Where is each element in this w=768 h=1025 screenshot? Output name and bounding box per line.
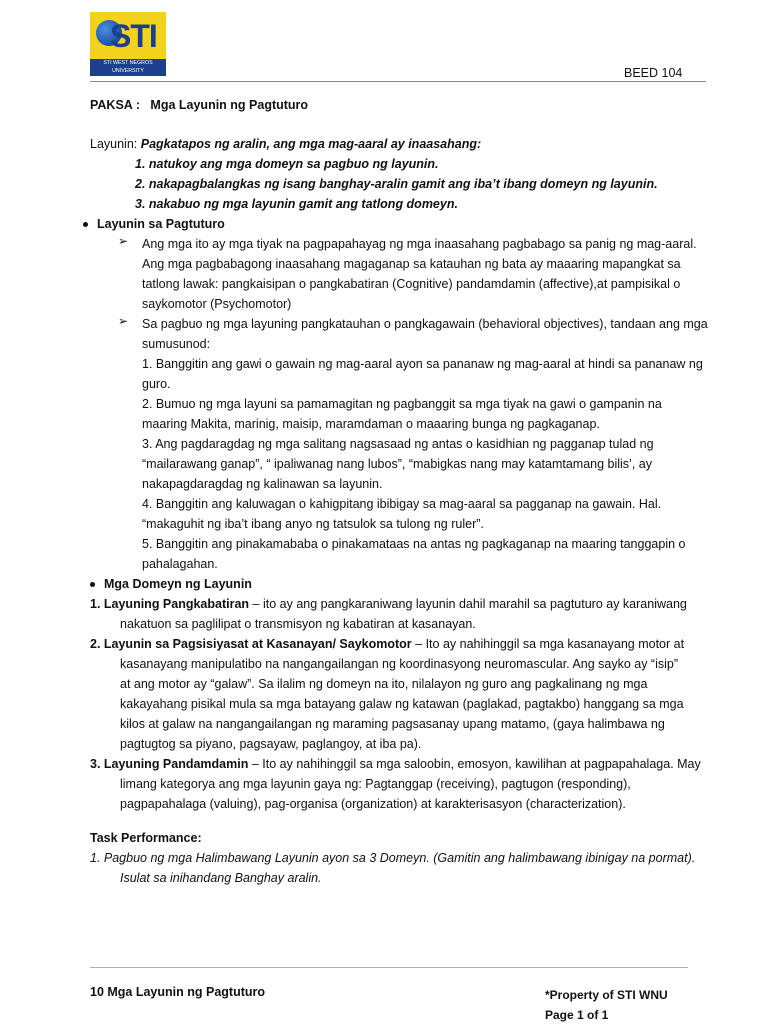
objectives-intro	[90, 134, 720, 154]
para-line: maaring Makita, marinig, maisip, maramdaman o maaaring bunga ng pagkaganap.	[142, 417, 600, 431]
para-line: nakatuon sa paglilipat o transmisyon ng kabatiran at kasanayan.	[120, 617, 476, 631]
domain-item-3	[90, 754, 720, 814]
arrow-bullet-icon: ➢	[118, 234, 129, 248]
domain-title: 1. Layuning Pangkabatiran	[90, 597, 250, 611]
arrow-item-2	[90, 314, 720, 574]
footer-right	[545, 985, 668, 1025]
para-line: “makaguhit ng iba’t ibang anyo ng tatsulok sa tulong ng ruler”.	[142, 517, 484, 531]
domain-text: – Ito ay nahihinggil sa mga saloobin, emosyon, kawilihan at pagpapahalaga. May	[248, 757, 701, 771]
footer-property: *Property of STI WNU	[545, 988, 668, 1002]
para-line: sumusunod:	[142, 337, 211, 351]
domain-text: – Ito ay nahihinggil sa mga kasanayang motor at	[411, 637, 685, 651]
para-line: 5. Banggitin ang pinakamababa o pinakamataas na antas ng pagkaganap na maaring tanggapin o	[142, 537, 686, 551]
section-heading-text: Layunin sa Pagtuturo	[97, 217, 225, 231]
objective-item: 2. nakapagbalangkas ng isang banghay-aralin gamit ang iba’t ibang domeyn ng layunin.	[135, 177, 658, 191]
para-line: saykomotor (Psychomotor)	[142, 297, 292, 311]
section-heading-domeyn	[90, 574, 720, 594]
footer-page-number: Page 1 of 1	[545, 1008, 609, 1022]
footer-divider	[90, 967, 688, 968]
domain-item-1	[90, 594, 720, 634]
para-line: kilos at galaw na nangangailangan ng maraming pagsasanay upang matamo, (gaya halimbawa ng	[120, 717, 665, 731]
domain-title: 3. Layuning Pandamdamin	[90, 757, 249, 771]
document-body	[90, 95, 720, 888]
domain-first-line	[90, 754, 720, 774]
para-line: Ang mga ito ay mga tiyak na pagpapahayag ng mga inaasahang pagbabago sa panig ng mag-aaral.	[142, 237, 697, 251]
para-line: pagpapahalaga (valuing), pag-organisa (organization) at karakterisasyon (characterization).	[120, 797, 626, 811]
para-line: Sa pagbuo ng mga layuning pangkatauhan o pangkagawain (behavioral objectives), tandaan ang mga	[142, 317, 708, 331]
para-line: pagtugtog sa piyano, pagsayaw, paglangoy, at iba pa).	[120, 737, 422, 751]
para-line: guro.	[142, 377, 171, 391]
topic-title: Mga Layunin ng Pagtuturo	[150, 98, 309, 112]
para-line: kasanayang manipulatibo na nangangailangan ng koordinasyong neuromascular. Ang sayko ay “isip”	[120, 657, 679, 671]
objectives-intro-text: Pagkatapos ng aralin, ang mga mag-aaral ay inaasahang:	[140, 137, 482, 151]
task-line-2: Isulat sa inihandang Banghay aralin.	[120, 871, 322, 885]
section-heading-text: Mga Domeyn ng Layunin	[104, 577, 252, 591]
para-line: tatlong lawak: pangkaisipan o pangkabatiran (Cognitive) pandamdamin (affective),at pampisikal o	[142, 277, 681, 291]
para-line: at ang motor ay “galaw”. Sa ilalim ng domeyn na ito, nilalayon ng guro ang pagkalinang ng mga	[120, 677, 648, 691]
para-line: pahalagahan.	[142, 557, 218, 571]
para-line: 4. Banggitin ang kaluwagan o kahigpitang ibibigay sa mag-aaral sa pagganap na gawain. Hal.	[142, 497, 662, 511]
arrow-item-1	[90, 234, 720, 314]
para-line: “mailarawang ganap”, “ ipaliwanag nang lubos”, “mabigkas nang may katamtamang bilis’, ay	[142, 457, 652, 471]
spacer	[90, 814, 720, 828]
topic-label: PAKSA :	[90, 98, 140, 112]
logo-subtitle-2: UNIVERSITY	[112, 68, 144, 74]
task-heading: Task Performance:	[90, 831, 202, 845]
bullet-icon	[83, 222, 88, 227]
section-heading-layunin	[90, 214, 720, 234]
logo-mark: STI	[110, 18, 157, 54]
logo-strip	[90, 59, 166, 76]
domain-first-line	[90, 634, 720, 654]
domain-text: – ito ay ang pangkaraniwang layunin dahil marahil sa pagtuturo ay karaniwang	[249, 597, 687, 611]
domain-item-2	[90, 634, 720, 754]
objective-item: 1. natukoy ang mga domeyn sa pagbuo ng layunin.	[135, 157, 439, 171]
para-line: nakapagdaragdag ng kalinawan sa layunin.	[142, 477, 383, 491]
domain-title: 2. Layunin sa Pagsisiyasat at Kasanayan/ Saykomotor	[90, 637, 412, 651]
topic-line	[90, 95, 720, 115]
domain-first-line	[90, 594, 720, 614]
header-divider	[90, 81, 706, 82]
spacer	[90, 115, 720, 132]
footer-title: 10 Mga Layunin ng Pagtuturo	[90, 985, 266, 999]
para-line: 1. Banggitin ang gawi o gawain ng mag-aaral ayon sa pananaw ng mag-aaral at hindi sa pananaw ng	[142, 357, 703, 371]
bullet-icon	[90, 582, 95, 587]
arrow-bullet-icon: ➢	[118, 314, 129, 328]
task-line-1: 1. Pagbuo ng mga Halimbawang Layunin ayon sa 3 Domeyn. (Gamitin ang halimbawang ibinigay na pormat).	[90, 851, 696, 865]
para-line: limang kategorya ang mga layunin gaya ng: Pagtanggap (receiving), pagtugon (responding),	[120, 777, 631, 791]
objectives-label: Layunin:	[90, 137, 138, 151]
objective-item: 3. nakabuo ng mga layunin gamit ang tatlong domeyn.	[135, 197, 458, 211]
para-line: Ang mga pagbabagong inaasahang magaganap sa katauhan ng bata ay maaaring mapangkat sa	[142, 257, 681, 271]
para-line: 3. Ang pagdaragdag ng mga salitang nagsasaad ng antas o kasidhian ng pagganap tulad ng	[142, 437, 654, 451]
sti-logo	[90, 12, 166, 76]
para-line: 2. Bumuo ng mga layuni sa pamamagitan ng pagbanggit sa mga tiyak na gawi o gampanin na	[142, 397, 662, 411]
logo-subtitle-1: STI WEST NEGROS	[103, 60, 153, 66]
para-line: kakayahang pisikal mula sa mga batayang galaw ng katawan (paglakad, pagtakbo) hanggang sa mga	[120, 697, 684, 711]
course-code: BEED 104	[624, 66, 683, 80]
